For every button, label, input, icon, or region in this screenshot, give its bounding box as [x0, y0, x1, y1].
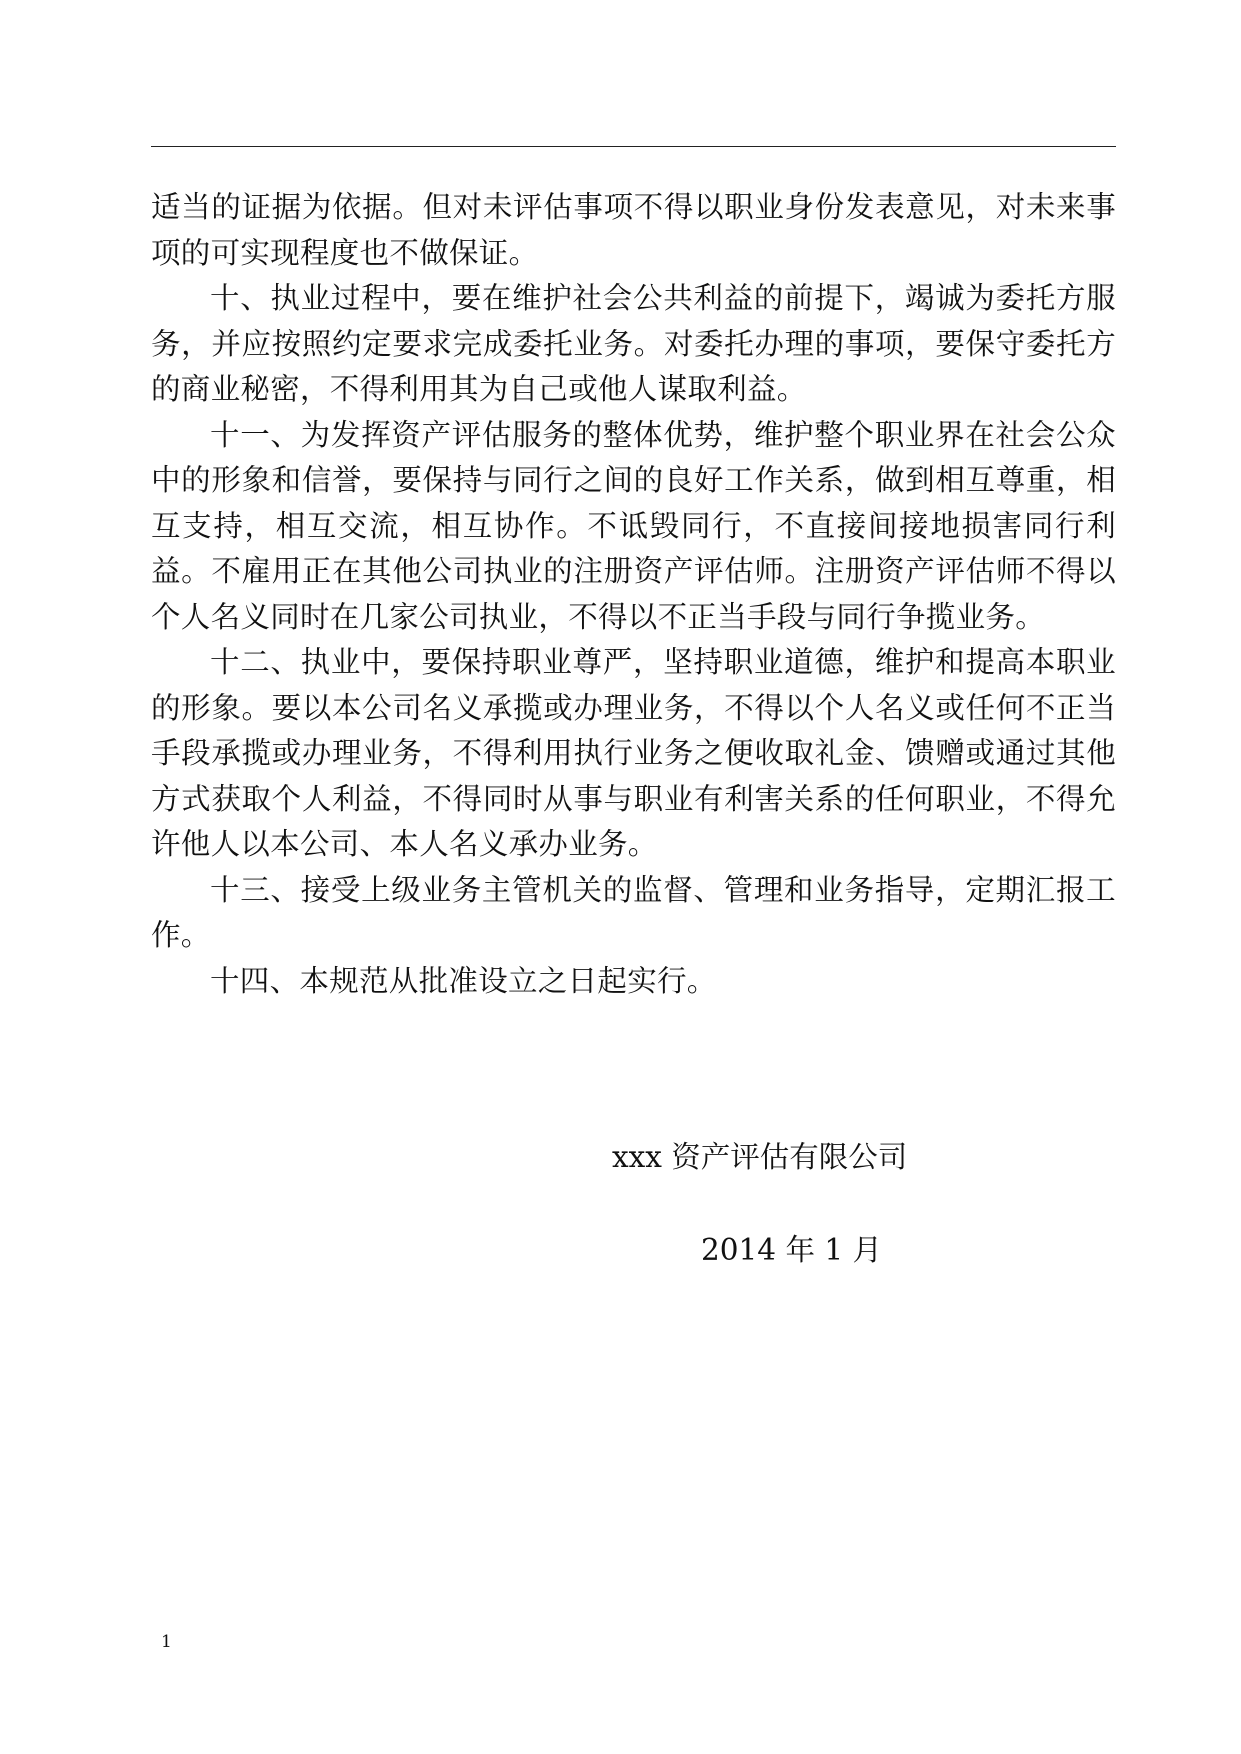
signature-date: 2014 年 1 月	[701, 1233, 882, 1267]
paragraph-article-14: 十四、本规范从批准设立之日起实行。	[210, 963, 717, 998]
paragraph-article-11: 十一、为发挥资产评估服务的整体优势，维护整个职业界在社会公众中的形象和信誉，要保持与同行之间的良好工作关系，做到相互尊重，相互支持，相互交流，相互协作。不诋毁同行，不直接间接地损害同行利益。不雇用正在其他公司执业的注册资产评估师。注册资产评估师不得以个人名义同时在几家公司执业，不得以不正当手段与同行争揽业务。	[151, 417, 1116, 634]
page-number: 1	[161, 1632, 172, 1652]
paragraph-article-13: 十三、接受上级业务主管机关的监督、管理和业务指导，定期汇报工作。	[151, 872, 1116, 952]
signature-company: xxx 资产评估有限公司	[612, 1140, 908, 1174]
paragraph-continuation: 适当的证据为依据。但对未评估事项不得以职业身份发表意见，对未来事项的可实现程度也不做保证。	[151, 190, 1116, 270]
paragraph-article-12: 十二、执业中，要保持职业尊严，坚持职业道德，维护和提高本职业的形象。要以本公司名义承揽或办理业务，不得以个人名义或任何不正当手段承揽或办理业务，不得利用执行业务之便收取礼金、馈赠或通过其他方式获取个人利益，不得同时从事与职业有利害关系的任何职业，不得允许他人以本公司、本人名义承办业务。	[151, 645, 1116, 861]
paragraph-article-10: 十、执业过程中，要在维护社会公共利益的前提下，竭诚为委托方服务，并应按照约定要求完成委托业务。对委托办理的事项，要保守委托方的商业秘密，不得利用其为自己或他人谋取利益。	[151, 281, 1116, 406]
header-rule	[151, 146, 1116, 147]
body-text	[151, 185, 1116, 1004]
